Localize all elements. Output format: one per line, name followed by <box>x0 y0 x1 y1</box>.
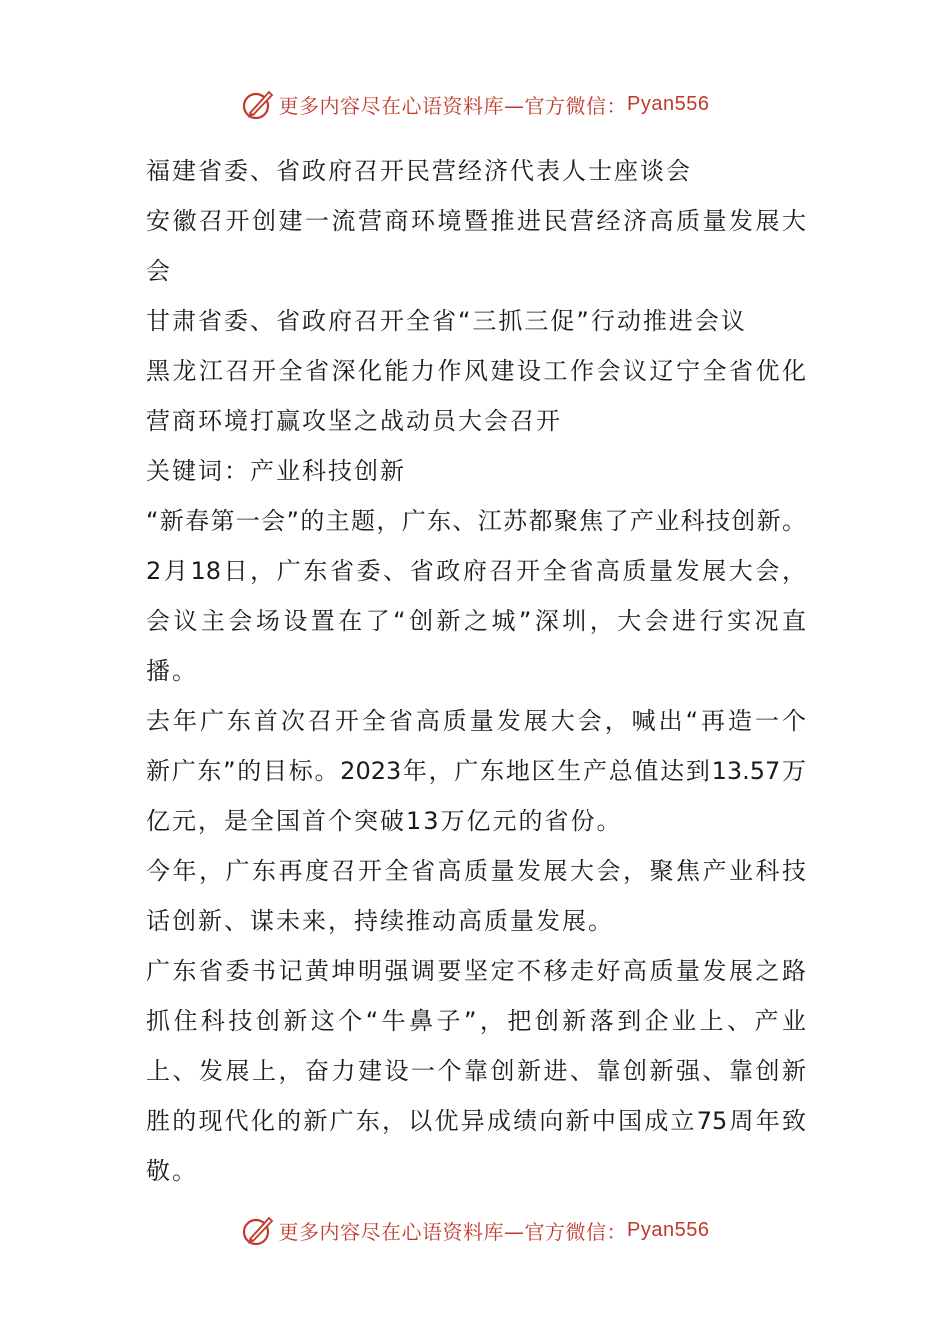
text-line: 敬。 <box>146 1157 198 1185</box>
text-line: 亿元，是全国首个突破13万亿元的省份。 <box>146 807 623 835</box>
footer-banner-content <box>241 1213 710 1247</box>
text-line: 今年，广东再度召开全省高质量发展大会，聚焦产业科技 <box>146 857 806 885</box>
text-line: 福建省委、省政府召开民营经济代表人士座谈会 <box>146 157 692 185</box>
document-body <box>146 146 806 1196</box>
text-line: 甘肃省委、省政府召开全省“三抓三促”行动推进会议 <box>146 307 747 335</box>
footer-banner <box>0 1210 950 1250</box>
text-line: 黑龙江召开全省深化能力作风建设工作会议辽宁全省优化 <box>146 357 806 385</box>
text-line: 广东省委书记黄坤明强调要坚定不移走好高质量发展之路 <box>146 957 806 985</box>
quill-pen-logo-icon <box>241 87 275 121</box>
footer-wechat-id: Pyan556 <box>627 1218 710 1241</box>
text-line: 上、发展上，奋力建设一个靠创新进、靠创新强、靠创新 <box>146 1057 806 1085</box>
text-line: 新广东”的目标。2023年，广东地区生产总值达到13.57万 <box>146 757 806 785</box>
quill-pen-logo-icon <box>241 1213 275 1247</box>
text-line: 营商环境打赢攻坚之战动员大会召开 <box>146 407 562 435</box>
header-banner-content <box>241 87 710 121</box>
text-line: “新春第一会”的主题，广东、江苏都聚焦了产业科技创新。 <box>146 507 806 535</box>
text-line: 抓住科技创新这个“牛鼻子”，把创新落到企业上、产业 <box>146 1007 806 1035</box>
footer-banner-text: 更多内容尽在心语资料库—官方微信： <box>278 1219 628 1244</box>
text-line: 2月18日，广东省委、省政府召开全省高质量发展大会， <box>146 557 806 585</box>
header-banner <box>0 84 950 124</box>
text-line: 安徽召开创建一流营商环境暨推进民营经济高质量发展大 <box>146 207 806 235</box>
text-line: 播。 <box>146 657 198 685</box>
text-line: 胜的现代化的新广东，以优异成绩向新中国成立75周年致 <box>146 1107 806 1135</box>
text-line: 会议主会场设置在了“创新之城”深圳，大会进行实况直 <box>146 607 806 635</box>
text-line: 关键词：产业科技创新 <box>146 457 406 485</box>
header-banner-text: 更多内容尽在心语资料库—官方微信： <box>278 93 628 118</box>
header-wechat-id: Pyan556 <box>627 92 710 115</box>
text-line: 去年广东首次召开全省高质量发展大会，喊出“再造一个 <box>146 707 806 735</box>
text-line: 会 <box>146 257 172 285</box>
text-line: 话创新、谋未来，持续推动高质量发展。 <box>146 907 614 935</box>
